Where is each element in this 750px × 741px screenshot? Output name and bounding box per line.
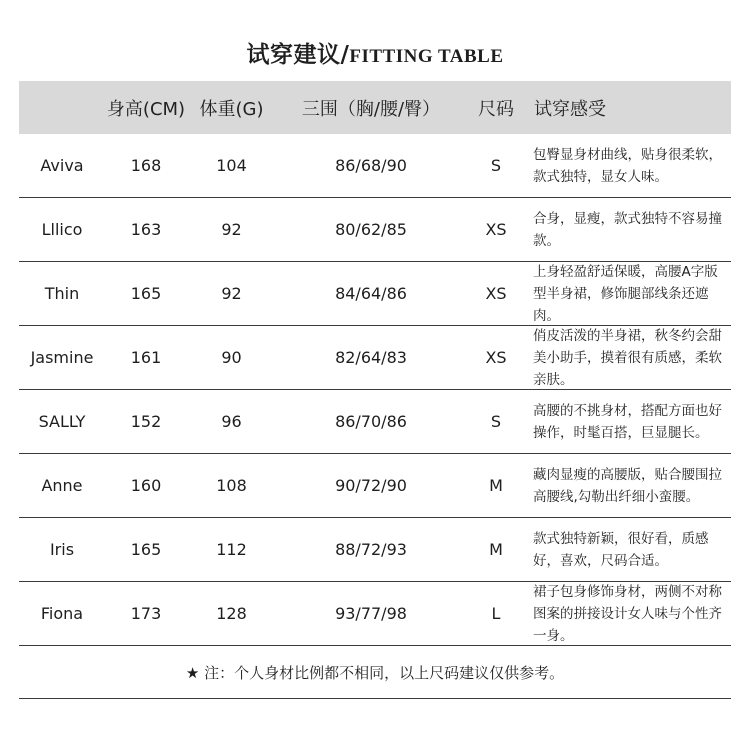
header-measurements: 三围（胸/腰/臀） — [301, 98, 441, 120]
header-feel: 试穿感受 — [534, 98, 606, 120]
cell-feel: 俏皮活泼的半身裙，秋冬约会甜美小助手，摸着很有质感，柔软亲肤。 — [533, 327, 722, 388]
cell-name: Jasmine — [30, 348, 94, 367]
cell-feel: 合身，显瘦，款式独特不容易撞款。 — [533, 210, 722, 249]
cell-feel: 高腰的不挑身材，搭配方面也好操作，时髦百搭，巨显腿长。 — [533, 402, 722, 441]
table-row — [19, 390, 731, 454]
cell-weight: 104 — [216, 156, 247, 175]
cell-weight: 112 — [216, 540, 247, 559]
table-row — [19, 454, 731, 518]
cell-size: L — [491, 604, 501, 623]
cell-measurements: 86/70/86 — [335, 412, 407, 431]
cell-weight: 92 — [221, 220, 242, 239]
cell-weight: 108 — [216, 476, 247, 495]
cell-height: 165 — [130, 284, 162, 303]
cell-height: 168 — [130, 156, 162, 175]
cell-measurements: 90/72/90 — [335, 476, 407, 495]
table-row — [19, 134, 731, 198]
cell-name: Thin — [44, 284, 80, 303]
cell-measurements: 84/64/86 — [335, 284, 407, 303]
header-size: 尺码 — [478, 98, 514, 120]
cell-name: Anne — [41, 476, 83, 495]
cell-feel: 包臀显身材曲线，贴身很柔软，款式独特，显女人味。 — [533, 146, 722, 185]
cell-measurements: 86/68/90 — [335, 156, 407, 175]
fitting-table — [19, 81, 731, 699]
cell-measurements: 93/77/98 — [335, 604, 407, 623]
cell-height: 161 — [130, 348, 162, 367]
cell-feel: 上身轻盈舒适保暖，高腰A字版型半身裙，修饰腿部线条还遮肉。 — [533, 263, 718, 324]
cell-name: Fiona — [40, 604, 84, 623]
cell-size: XS — [485, 348, 507, 367]
cell-weight: 96 — [221, 412, 242, 431]
header-height: 身高(CM) — [106, 98, 186, 120]
cell-height: 173 — [130, 604, 162, 623]
table-row — [19, 518, 731, 582]
table-row — [19, 198, 731, 262]
cell-height: 152 — [130, 412, 162, 431]
table-row — [19, 582, 731, 646]
cell-height: 160 — [130, 476, 162, 495]
cell-feel: 款式独特新颖，很好看，质感好，喜欢，尺码合适。 — [533, 530, 709, 569]
cell-height: 165 — [130, 540, 162, 559]
cell-size: XS — [485, 220, 507, 239]
cell-name: SALLY — [38, 412, 86, 431]
cell-name: Iris — [49, 540, 75, 559]
cell-weight: 90 — [221, 348, 242, 367]
cell-size: S — [490, 156, 502, 175]
title-en: FITTING TABLE — [349, 46, 504, 67]
cell-size: S — [490, 412, 502, 431]
disclaimer-note: ★ 注：个人身材比例都不相同，以上尺码建议仅供参考。 — [19, 646, 731, 699]
cell-weight: 92 — [221, 284, 242, 303]
table-row — [19, 262, 731, 326]
cell-measurements: 82/64/83 — [335, 348, 407, 367]
cell-name: Aviva — [40, 156, 84, 175]
cell-height: 163 — [130, 220, 162, 239]
cell-name: Lllico — [41, 220, 83, 239]
cell-measurements: 88/72/93 — [335, 540, 407, 559]
cell-feel: 裙子包身修饰身材，两侧不对称图案的拼接设计女人味与个性齐一身。 — [533, 583, 722, 644]
table-header — [19, 81, 731, 134]
cell-weight: 128 — [216, 604, 247, 623]
title-zh: 试穿建议/ — [246, 42, 350, 68]
page-title — [0, 36, 750, 69]
cell-size: M — [489, 476, 503, 495]
table-row — [19, 326, 731, 390]
cell-size: M — [489, 540, 503, 559]
cell-feel: 藏肉显瘦的高腰版，贴合腰围拉高腰线,勾勒出纤细小蛮腰。 — [533, 466, 722, 505]
cell-measurements: 80/62/85 — [335, 220, 407, 239]
header-weight: 体重(G) — [199, 98, 264, 120]
cell-size: XS — [485, 284, 507, 303]
